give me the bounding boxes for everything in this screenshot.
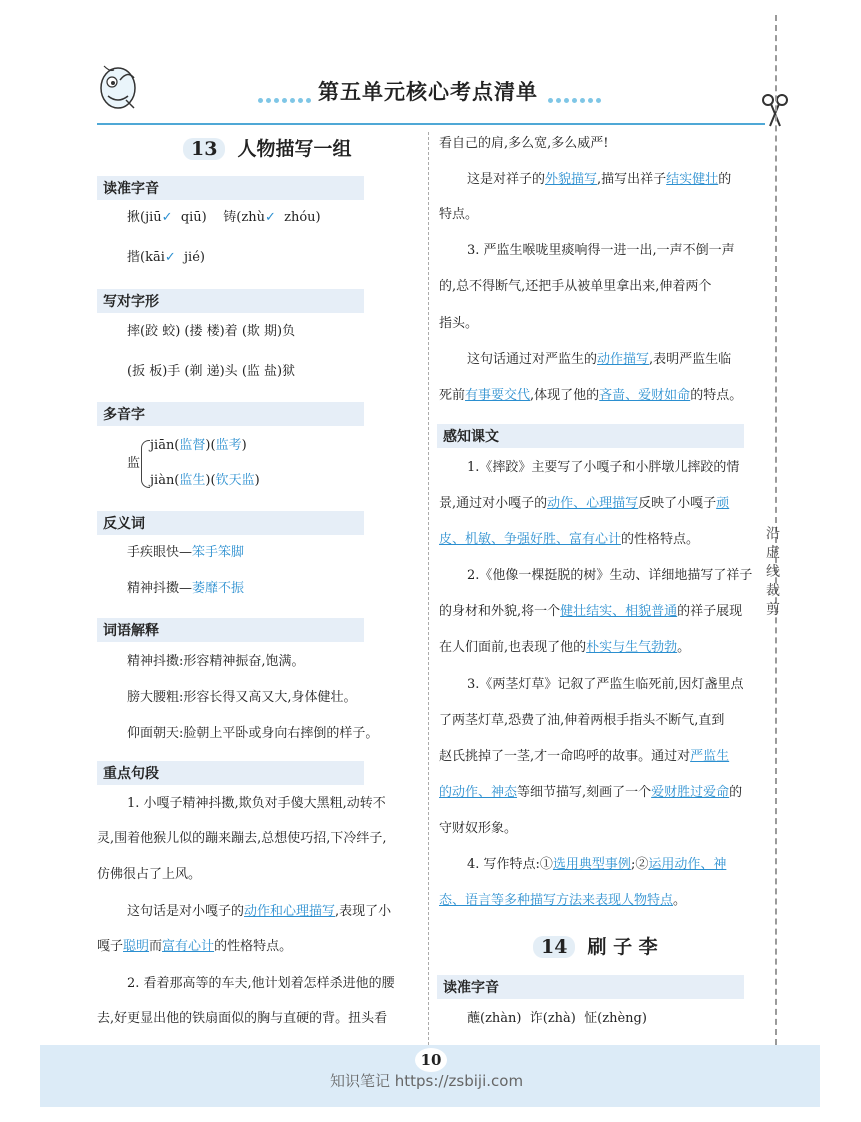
title-dots-left bbox=[258, 88, 314, 94]
key-sentence-3-line-2: 的,总不得断气,还把手从被单里拿出来,伸着两个 bbox=[439, 279, 712, 294]
key-sentence-1-line-2: 灵,围着他猴儿似的蹦来蹦去,总想使巧招,下冷绊子, bbox=[97, 831, 387, 846]
section-polyphone: 多音字 bbox=[97, 402, 364, 426]
antonym-1: 手疾眼快—笨手笨脚 bbox=[127, 545, 245, 560]
understanding-2-line-3: 在人们面前,也表现了他的朴实与生气勃勃。 bbox=[439, 640, 691, 655]
key-sentence-2-line-3: 看自己的肩,多么宽,多么威严! bbox=[439, 136, 609, 151]
cut-instruction: 沿虚线裁剪 bbox=[766, 526, 780, 618]
section-pronunciation: 读准字音 bbox=[97, 176, 364, 200]
characters-line-2: (扳 板)手 (剃 递)头 (监 盐)狱 bbox=[127, 364, 296, 379]
pronunciation-14-line: 蘸(zhàn) 诈(zhà) 怔(zhèng) bbox=[467, 1011, 647, 1026]
analysis-2-line-2: 特点。 bbox=[439, 207, 479, 222]
key-sentence-1-line-3: 仿佛很占了上风。 bbox=[97, 867, 202, 882]
lesson-13-title bbox=[183, 134, 351, 161]
key-sentence-2-line-1: 2. 看着那高等的车夫,他计划着怎样杀进他的腰 bbox=[127, 976, 395, 991]
column-divider bbox=[428, 132, 429, 1050]
polyphone-brace bbox=[141, 440, 150, 488]
section-definitions: 词语解释 bbox=[97, 618, 364, 642]
understanding-3-line-3: 赵氏挑掉了一茎,才一命呜呼的故事。通过对严监生 bbox=[439, 749, 730, 764]
understanding-3-line-5: 守财奴形象。 bbox=[439, 821, 518, 836]
definition-2: 膀大腰粗:形容长得又高又大,身体健壮。 bbox=[127, 690, 357, 705]
characters-line-1: 摔(跤 蛟) (搂 楼)着 (欺 期)负 bbox=[127, 324, 296, 339]
understanding-1-line-2: 景,通过对小嘎子的动作、心理描写反映了小嘎子顽 bbox=[439, 496, 730, 511]
lesson-name: 人物描写一组 bbox=[237, 138, 352, 160]
page-number: 10 bbox=[415, 1048, 447, 1072]
section-key-sentences: 重点句段 bbox=[97, 761, 364, 785]
antonym-2: 精神抖擞—萎靡不振 bbox=[127, 581, 245, 596]
definition-3: 仰面朝天:脸朝上平卧或身向右摔倒的样子。 bbox=[127, 726, 379, 741]
analysis-1-line-2: 嘎子聪明而富有心计的性格特点。 bbox=[97, 939, 293, 954]
analysis-3-line-2: 死前有事要交代,体现了他的吝啬、爱财如命的特点。 bbox=[439, 388, 743, 403]
section-characters: 写对字形 bbox=[97, 289, 364, 313]
header-rule bbox=[97, 123, 765, 125]
lesson-14-title bbox=[533, 932, 658, 959]
section-text-understanding: 感知课文 bbox=[437, 424, 744, 448]
understanding-1-line-3: 皮、机敏、争强好胜、富有心计的性格特点。 bbox=[439, 532, 700, 547]
understanding-3-line-4: 的动作、神态等细节描写,刻画了一个爱财胜过爱命的 bbox=[439, 785, 743, 800]
understanding-1-line-1: 1.《摔跤》主要写了小嘎子和小胖墩儿摔跤的情 bbox=[467, 460, 740, 475]
pronunciation-line-2: 揩(kāi✓ jié) bbox=[127, 250, 205, 265]
understanding-3-line-2: 了两茎灯草,恐费了油,伸着两根手指头不断气,直到 bbox=[439, 713, 725, 728]
analysis-2-line-1: 这是对祥子的外貌描写,描写出祥子结实健壮的 bbox=[467, 172, 732, 187]
understanding-3-line-1: 3.《两茎灯草》记叙了严监生临死前,因灯盏里点 bbox=[467, 677, 744, 692]
lesson-14-number: 14 bbox=[533, 936, 575, 958]
understanding-2-line-1: 2.《他像一棵挺脱的树》生动、详细地描写了祥子 bbox=[467, 568, 753, 583]
section-pronunciation-14: 读准字音 bbox=[437, 975, 744, 999]
analysis-1-line-1: 这句话是对小嘎子的动作和心理描写,表现了小 bbox=[127, 904, 392, 919]
definition-1: 精神抖擞:形容精神振奋,饱满。 bbox=[127, 654, 305, 669]
understanding-2-line-2: 的身材和外貌,将一个健壮结实、相貌普通的祥子展现 bbox=[439, 604, 743, 619]
key-sentence-1-line-1: 1. 小嘎子精神抖擞,欺负对手傻大黑粗,动转不 bbox=[127, 796, 386, 811]
key-sentence-3-line-3: 指头。 bbox=[439, 316, 479, 331]
polyphone-reading-2: jiàn(监生)(钦天监) bbox=[150, 473, 260, 488]
polyphone-char: 监 bbox=[127, 456, 141, 471]
lesson-number: 13 bbox=[183, 138, 225, 160]
key-sentence-2-line-2: 去,好更显出他的铁扇面似的胸与直硬的背。扭头看 bbox=[97, 1011, 388, 1026]
page-title: 第五单元核心考点清单 bbox=[318, 80, 538, 104]
section-antonyms: 反义词 bbox=[97, 511, 364, 535]
mascot-icon bbox=[96, 60, 146, 112]
lesson-14-name: 刷 子 李 bbox=[587, 936, 658, 958]
understanding-4-line-1: 4. 写作特点:①选用典型事例;②运用动作、神 bbox=[467, 857, 727, 872]
title-dots-right bbox=[548, 88, 604, 94]
key-sentence-3-line-1: 3. 严监生喉咙里痰响得一进一出,一声不倒一声 bbox=[467, 243, 735, 258]
watermark: 知识笔记 https://zsbiji.com bbox=[330, 1072, 524, 1090]
understanding-4-line-2: 态、语言等多种描写方法来表现人物特点。 bbox=[439, 893, 687, 908]
polyphone-reading-1: jiān(监督)(监考) bbox=[150, 438, 247, 453]
pronunciation-line-1: 揪(jiū✓ qiū) 铸(zhù✓ zhóu) bbox=[127, 210, 321, 225]
analysis-3-line-1: 这句话通过对严监生的动作描写,表明严监生临 bbox=[467, 352, 732, 367]
